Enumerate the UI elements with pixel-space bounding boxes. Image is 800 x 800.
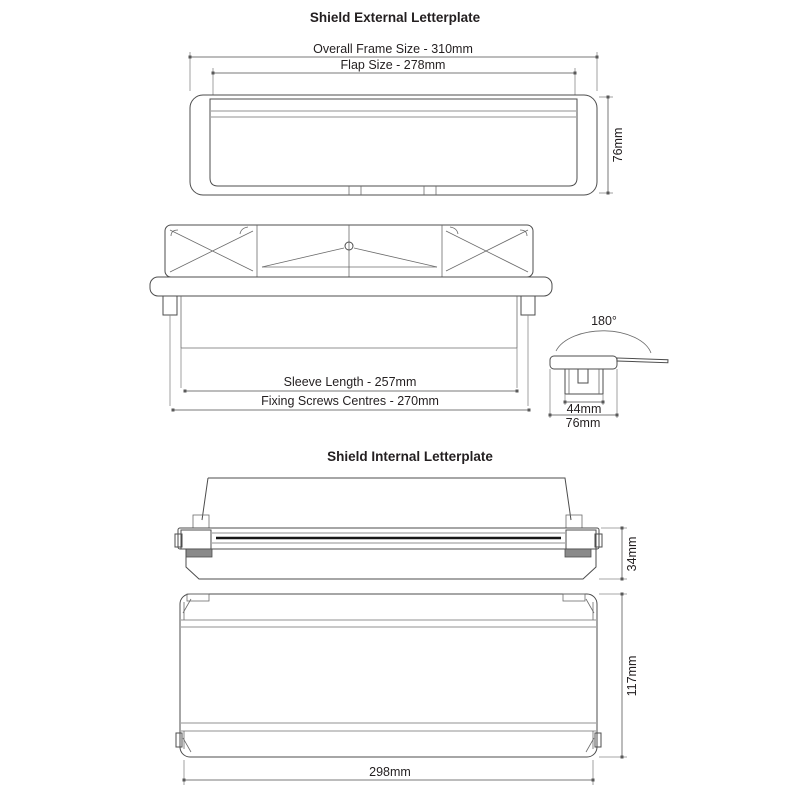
dim-flap-size-label: Flap Size - 278mm <box>340 58 446 72</box>
side-frame-profile <box>550 356 617 369</box>
external-frame-profile <box>150 277 552 296</box>
side-sleeve <box>565 369 603 394</box>
dim-face-height-label: 117mm <box>625 655 639 697</box>
external-front-view <box>190 95 597 195</box>
external-title: Shield External Letterplate <box>309 10 481 25</box>
latch-nub-left <box>176 733 182 747</box>
dim-side-width <box>550 369 617 430</box>
hinge-block-right <box>566 530 596 549</box>
external-letterplate-section <box>150 10 668 430</box>
dim-overall-frame-label: Overall Frame Size - 310mm <box>313 42 473 56</box>
internal-tray <box>186 549 596 579</box>
internal-profile-view <box>175 478 639 579</box>
dim-side-width-label: 76mm <box>565 416 601 430</box>
dim-front-height-label: 76mm <box>611 127 625 163</box>
hinge-block-left <box>181 530 211 549</box>
dim-face-height <box>599 594 639 757</box>
hinge-pad-left <box>186 549 212 557</box>
dim-fixing-screws <box>173 394 529 410</box>
dim-sleeve-length-label: Sleeve Length - 257mm <box>283 375 417 389</box>
internal-face-outline <box>180 594 597 757</box>
external-frame-outline <box>190 95 597 195</box>
screw-lug-right <box>521 296 535 315</box>
internal-letterplate-section <box>175 449 639 785</box>
dim-profile-height-label: 34mm <box>625 536 639 572</box>
top-clip-right <box>563 594 585 601</box>
dim-opening-angle-label: 180° <box>591 314 617 328</box>
latch-nub-right <box>595 733 601 747</box>
side-peg <box>578 369 588 383</box>
dim-fixing-screws-label: Fixing Screws Centres - 270mm <box>261 394 439 408</box>
dim-face-width-label: 298mm <box>369 765 411 779</box>
external-flap-outline <box>210 99 577 186</box>
dim-sleeve-length <box>185 375 517 391</box>
internal-sleeve <box>202 478 571 520</box>
dim-profile-height <box>599 528 639 579</box>
dim-front-height <box>599 97 625 193</box>
screw-lug-left <box>163 296 177 315</box>
external-frame-bottom-ticks <box>349 186 436 195</box>
external-side-view <box>550 314 668 430</box>
internal-face-view <box>176 594 639 785</box>
dim-sleeve-depth <box>565 394 603 416</box>
open-flap-edge <box>617 358 668 363</box>
opening-arc <box>556 331 651 353</box>
dim-sleeve-depth-label: 44mm <box>566 402 602 416</box>
dim-face-width <box>184 760 593 785</box>
dim-flap-size <box>213 58 575 95</box>
hinge-pad-right <box>565 549 591 557</box>
internal-title: Shield Internal Letterplate <box>327 449 493 464</box>
